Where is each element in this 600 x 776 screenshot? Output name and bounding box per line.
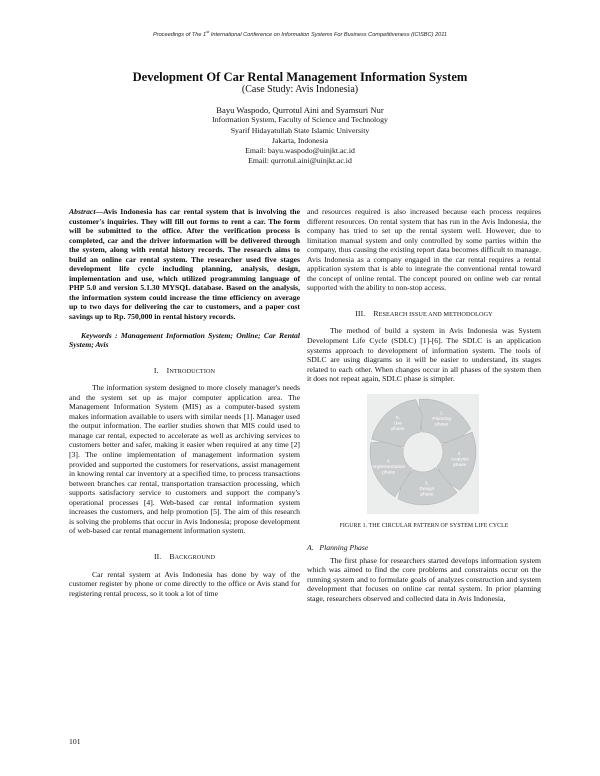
abstract: Abstract—Avis Indonesia has car rental system that is involving the customer's inquiries. They will fill out forms to rent a car. The form will be submitted to the office. After the verification process is completed, car and the driver information will be delivered through the system, along with rental history records. The research aims to build an online car rental system. The researcher used five stages development life cycle including planning, analysis, design, implementation and use, which utilized programming language of PHP 5.0 and version 5.1.30 MYSQL database. Based on the analysis, the information system could increase the time efficiency on average up to two days for delivering the car to customers, and a paper cost savings up to Rp. 750,000 in rental history records. xyxy=(69,207,300,322)
sdlc-figure xyxy=(307,394,541,514)
background-paragraph-continued: and resources required is also increased because each process requires different resources. On rental system that has run in the Avis Indonesia, the company has tried to set up the rental system well. However, due to limitation manual system and only controlled by some parties within the company, thus causing the existing report data becomes difficult to manage. Avis Indonesia as a company engaged in the car rental requires a rental application system that is able to integrate the conventional rental toward the concept of online rental. The concept poured on online web car rental supported with the ability to non-stop access. xyxy=(307,207,541,293)
phase-label: Design xyxy=(419,486,435,492)
phase-label: phase xyxy=(391,426,405,432)
phase-label: Use xyxy=(393,421,403,427)
paper-title: Development Of Car Rental Management Information System xyxy=(132,70,468,84)
affiliation-line: Information System, Faculty of Science and Technology xyxy=(212,115,388,125)
phase-label: 1. xyxy=(439,411,444,417)
phase-label: phase xyxy=(420,492,434,498)
phase-label: Planning xyxy=(432,416,452,422)
section-heading-background: II. BACKGROUND xyxy=(153,551,216,561)
phase-label: 2. xyxy=(457,451,462,457)
left-column xyxy=(69,207,300,598)
phase-label: phase xyxy=(382,470,396,476)
section-heading-introduction: I. INTRODUCTION xyxy=(153,365,216,375)
affiliation-line: Syarif Hidayatullah State Islamic University xyxy=(230,125,370,135)
subsection-heading: A. Planning Phase xyxy=(307,543,369,553)
phase-label: phase xyxy=(453,462,467,468)
right-column xyxy=(307,207,541,604)
title-block xyxy=(60,70,540,166)
phase-label: Analysis xyxy=(450,457,469,463)
authors: Bayu Waspodo, Qurrotul Aini and Syamsuri Nur xyxy=(216,105,384,115)
running-head: Proceedings of The 1st International Conference on Information Systems For Business Competitiveness (ICISBC) 2011 xyxy=(152,29,448,38)
keywords: Keywords : Management Information System; Online; Car Rental System; Avis xyxy=(69,330,300,350)
page-number: 101 xyxy=(69,737,81,746)
paper-subtitle: (Case Study: Avis Indonesia) xyxy=(241,84,359,95)
phase-label: 3. xyxy=(424,481,429,487)
phase-label: Implementation xyxy=(372,464,406,470)
cycle-center xyxy=(405,434,441,470)
email-line: Email: qurrotul.aini@uinjkt.ac.id xyxy=(248,156,352,166)
affiliation-line: Jakarta, Indonesia xyxy=(271,135,329,145)
intro-paragraph: The information system designed to more closely manager's needs and the system set up as major computer application area. The Management Information System (MIS) as a computer-based system makes information available to users with similar needs [1]. Manager used the output information. The earlier studies shown that MIS could used to manage car rental, expected to accelerate as well as archiving services to customers better and safer, making it easier when required at any time [2] [3]. The online implementation of management information system provided and supported the customers for reservations, assist management in knowing rental car inventory at a specified time, to process transactions between branches car rental, transportation transaction processing, which supports satisfactory service to customers and support the company's operational processes [4]. Web-based car rental information system increases the customers, and help promotion [5]. The aim of this research is solving the problems that occur in Avis Indonesia; propose development of web-based car rental management information system. xyxy=(69,383,300,536)
section-heading-research: III. RESEARCH ISSUE AND METHODOLOGY xyxy=(355,308,493,318)
background-paragraph: Car rental system at Avis Indonesia has done by way of the customer register by phone or come directly to the office or Avis stand for registering rental process, so it took a lot of time xyxy=(69,569,300,598)
phase-label: 4. xyxy=(386,459,391,465)
phase-label: phase xyxy=(435,422,449,428)
sdlc-cycle-diagram xyxy=(367,394,479,514)
research-paragraph: The method of build a system in Avis Indonesia was System Development Life Cycle (SDLC) [1]-[6]. The SDLC is an application systems approach to development of information system. The tools of SDLC are using diagrams so it will be easier to understand, its stages related to each other. When changes occur in all phases of the system then it does not repeat again, SDLC phase is simpler. xyxy=(307,326,541,384)
email-line: Email: bayu.waspodo@uinjkt.ac.id xyxy=(245,146,355,156)
figure-caption: FIGURE 1. THE CIRCULAR PATTERN OF SYSTEM LIFE CYCLE xyxy=(339,522,509,529)
phase-label: 5. xyxy=(395,415,400,421)
planning-paragraph: The first phase for researchers started develops information system which was aimed to find the core problems and constraints occur on the running system and to formulate goals of analyzes construction and system development that focuses on online car rental system. In prior planning stage, researchers observed and collected data in Avis Indonesia, xyxy=(307,555,541,604)
